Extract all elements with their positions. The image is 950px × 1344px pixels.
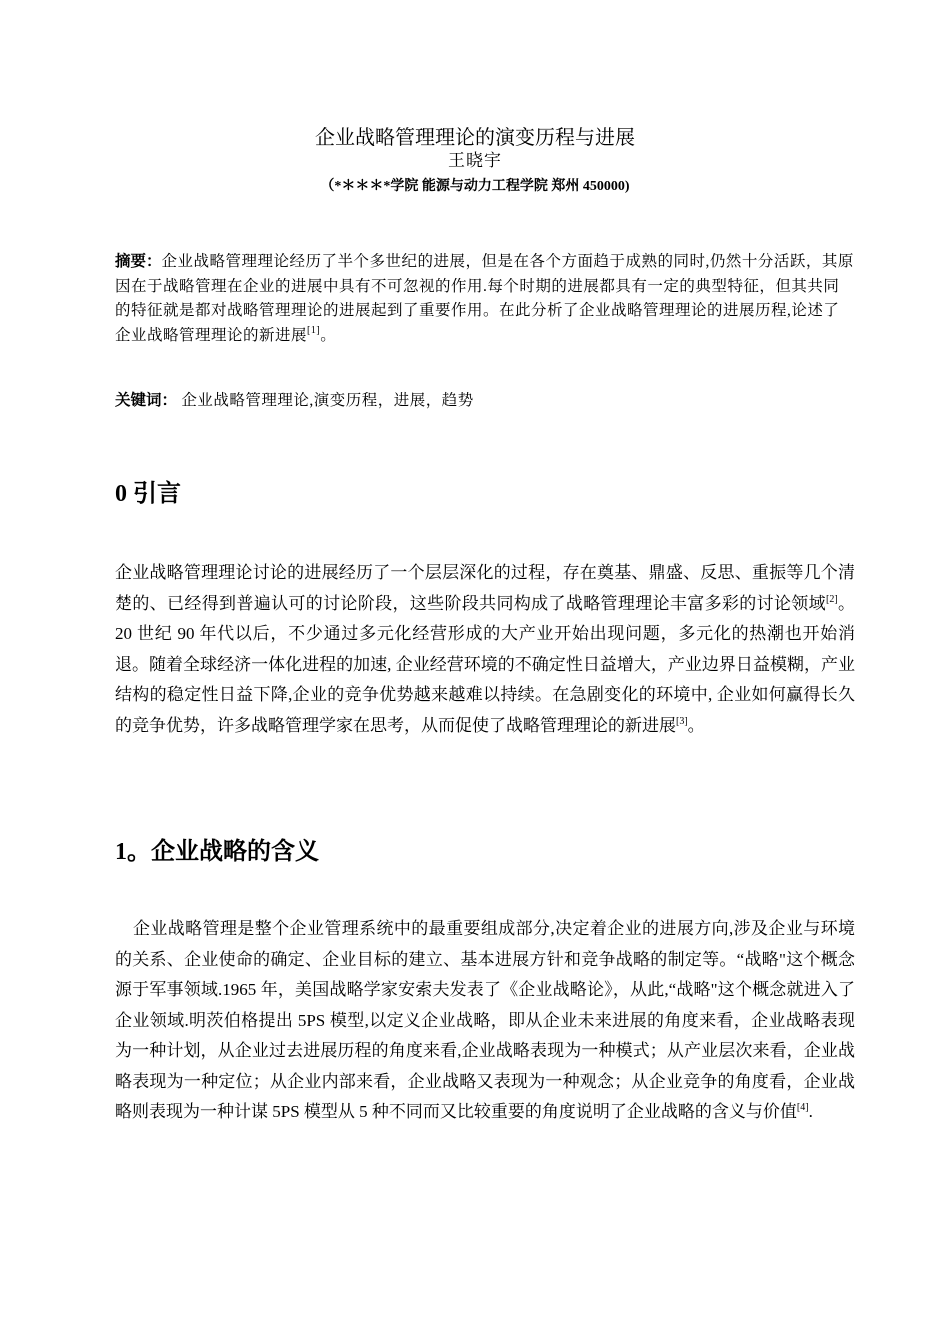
intro-text-part1: 企业战略管理理论讨论的进展经历了一个层层深化的过程，存在奠基、鼎盛、反思、重振等几个清楚的、已经得到普遍认可的讨论阶段，这些阶段共同构成了战略管理理论丰富多彩的讨论领域 (115, 563, 855, 613)
citation-ref: [2] (826, 593, 838, 605)
citation-ref: [1] (307, 324, 321, 336)
keywords (115, 388, 855, 413)
keywords-label: 关键词： (115, 391, 178, 409)
keywords-text: 企业战略管理理论,演变历程，进展，趋势 (177, 392, 474, 409)
section-heading-intro: 0 引言 (115, 481, 181, 507)
author-name: 王晓宇 (448, 151, 502, 170)
citation-ref: [4] (796, 1102, 809, 1113)
abstract (115, 249, 855, 348)
strategy-paragraph (115, 914, 855, 1128)
abstract-label: 摘要： (115, 252, 162, 270)
strategy-text-end: . (808, 1102, 813, 1121)
abstract-end: 。 (320, 326, 337, 344)
paper-title: 企业战略管理理论的演变历程与进展 (315, 125, 635, 149)
intro-paragraph (115, 558, 855, 741)
author-affiliation: （*＊＊＊*学院 能源与动力工程学院 郑州 450000) (320, 179, 630, 194)
section-heading-strategy: 1。企业战略的含义 (115, 839, 319, 865)
strategy-text: 企业战略管理是整个企业管理系统中的最重要组成部分,决定着企业的进展方向,涉及企业与环境的关系、企业使命的确定、企业目标的建立、基本进展方针和竞争战略的制定等。“战略"这个概念源于军事领域.1965 年，美国战略学家安索夫发表了《企业战略论》，从此,“战略"这个概念就进入了企业领域.明茨伯格提出 5PS 模型,以定义企业战略，即从企业未来进展的角度来看，企业战略表现为一种计划，从企业过去进展历程的角度来看,企业战略表现为一种模式；从产业层次来看，企业战略表现为一种定位；从企业内部来看，企业战略又表现为一种观念；从企业竞争的角度看，企业战略则表现为一种计谋 5PS 模型从 5 种不同而又比较重要的角度说明了企业战略的含义与价值 (115, 919, 855, 1121)
citation-ref: [3] (676, 715, 688, 727)
abstract-text: 企业战略管理理论经历了半个多世纪的进展，但是在各个方面趋于成熟的同时,仍然十分活跃，其原因在于战略管理在企业的进展中具有不可忽视的作用.每个时期的进展都具有一定的典型特征，但其共同的特征就是都对战略管理理论的进展起到了重要作用。在此分析了企业战略管理理论的进展历程,论述了企业战略管理理论的新进展 (115, 253, 854, 344)
intro-text-end: 。 (687, 715, 705, 735)
intro-text-part2: 。20 世纪 90 年代以后，不少通过多元化经营形成的大产业开始出现问题，多元化的热潮也开始消退。随着全球经济一体化进程的加速, 企业经营环境的不确定性日益增大，产业边界日益模糊，产业结构的稳定性日益下降,企业的竞争优势越来越难以持续。在急剧变化的环境中, 企业如何赢得长久的竞争优势，许多战略管理学家在思考，从而促使了战略管理理论的新进展 (115, 593, 856, 735)
